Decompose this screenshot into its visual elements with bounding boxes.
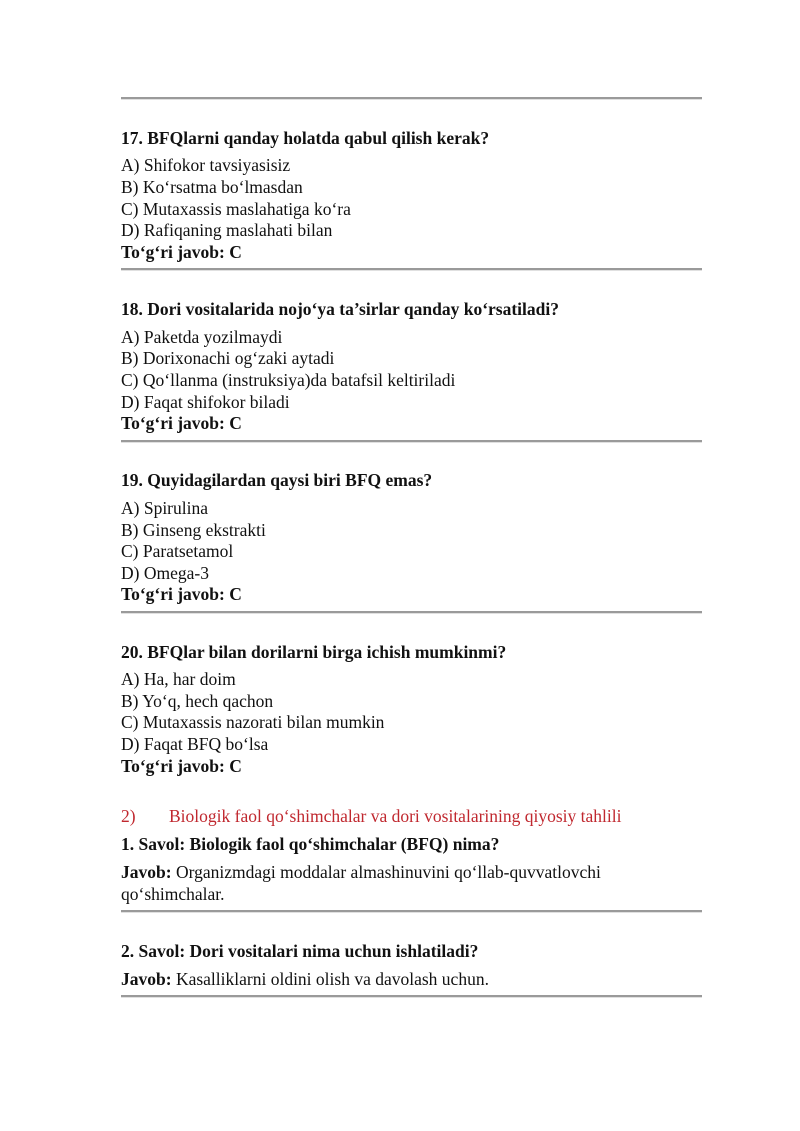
option-b: B) Ko‘rsatma bo‘lmasdan <box>121 177 303 197</box>
option-a: A) Shifokor tavsiyasisiz <box>121 155 291 175</box>
divider <box>121 995 702 998</box>
option-a: A) Spirulina <box>121 498 209 518</box>
correct-answer: To‘g‘ri javob: C <box>121 413 242 433</box>
option-d: D) Faqat BFQ bo‘lsa <box>121 734 269 754</box>
question-title: 19. Quyidagilardan qaysi biri BFQ emas? <box>121 470 433 490</box>
option-b: B) Dorixonachi og‘zaki aytadi <box>121 348 335 368</box>
qa-answer <box>121 968 661 990</box>
divider <box>121 440 702 443</box>
divider <box>121 910 702 913</box>
divider <box>121 268 702 271</box>
answer-label: Javob: <box>121 969 172 989</box>
section-number: 2) <box>121 806 136 826</box>
section-heading <box>121 805 702 827</box>
question-title: 20. BFQlar bilan dorilarni birga ichish mumkinmi? <box>121 642 507 662</box>
correct-answer: To‘g‘ri javob: C <box>121 756 242 776</box>
option-a: A) Ha, har doim <box>121 669 236 689</box>
divider <box>121 97 702 100</box>
option-d: D) Rafiqaning maslahati bilan <box>121 220 333 240</box>
correct-answer: To‘g‘ri javob: C <box>121 584 242 604</box>
answer-text: Kasalliklarni oldini olish va davolash uchun. <box>175 969 489 989</box>
qa-answer <box>121 861 661 905</box>
option-b: B) Ginseng ekstrakti <box>121 520 266 540</box>
option-a: A) Paketda yozilmaydi <box>121 327 283 347</box>
answer-text: Organizmdagi moddalar almashinuvini qo‘llab-quvvatlovchi qo‘shimchalar. <box>121 862 601 904</box>
qa-question: 2. Savol: Dori vositalari nima uchun ishlatiladi? <box>121 941 479 961</box>
section-title: Biologik faol qo‘shimchalar va dori vositalarining qiyosiy tahlili <box>169 806 622 826</box>
option-d: D) Faqat shifokor biladi <box>121 392 290 412</box>
question-title: 17. BFQlarni qanday holatda qabul qilish kerak? <box>121 128 490 148</box>
option-c: C) Mutaxassis nazorati bilan mumkin <box>121 712 385 732</box>
option-c: C) Mutaxassis maslahatiga ko‘ra <box>121 199 351 219</box>
question-title: 18. Dori vositalarida nojo‘ya ta’sirlar qanday ko‘rsatiladi? <box>121 299 559 319</box>
option-c: C) Paratsetamol <box>121 541 234 561</box>
option-b: B) Yo‘q, hech qachon <box>121 691 274 711</box>
answer-label: Javob: <box>121 862 172 882</box>
option-c: C) Qo‘llanma (instruksiya)da batafsil keltiriladi <box>121 370 456 390</box>
divider <box>121 611 702 614</box>
option-d: D) Omega-3 <box>121 563 209 583</box>
correct-answer: To‘g‘ri javob: C <box>121 242 242 262</box>
qa-question: 1. Savol: Biologik faol qo‘shimchalar (BFQ) nima? <box>121 834 500 854</box>
